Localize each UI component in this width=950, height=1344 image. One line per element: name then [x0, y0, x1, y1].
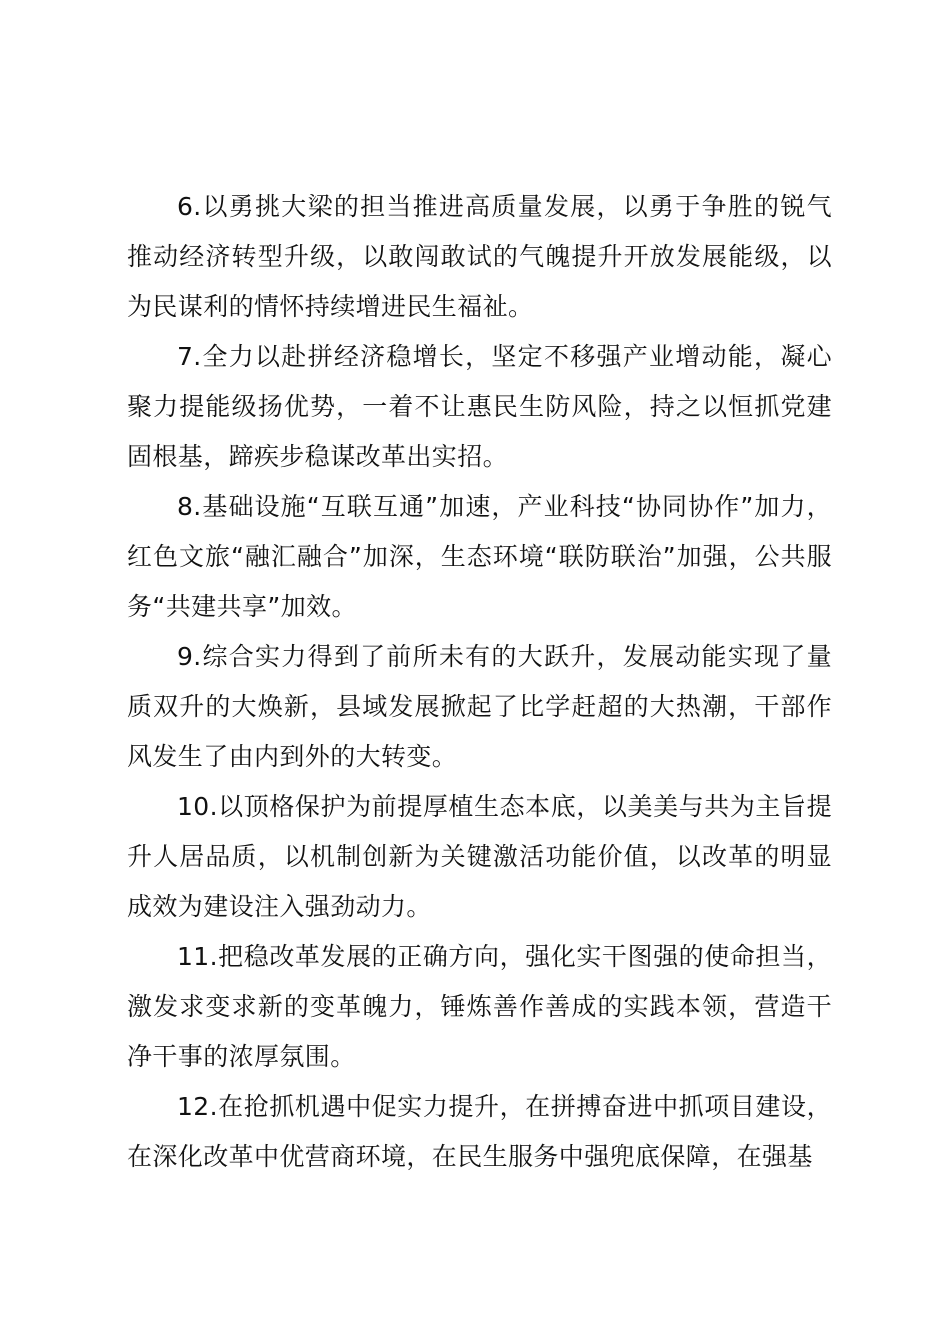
paragraph-12: 12.在抢抓机遇中促实力提升，在拼搏奋进中抓项目建设，在深化改革中优营商环境，在民生服务中强兜底保障，在强基 [127, 1092, 832, 1171]
paragraph-10: 10.以顶格保护为前提厚植生态本底，以美美与共为主旨提升人居品质，以机制创新为关键激活功能价值，以改革的明显成效为建设注入强劲动力。 [127, 792, 832, 921]
paragraph-11: 11.把稳改革发展的正确方向，强化实干图强的使命担当，激发求变求新的变革魄力，锤炼善作善成的实践本领，营造干净干事的浓厚氛围。 [127, 942, 832, 1071]
paragraph-8: 8.基础设施“互联互通”加速，产业科技“协同协作”加力，红色文旅“融汇融合”加深，生态环境“联防联治”加强，公共服务“共建共享”加效。 [127, 492, 832, 621]
paragraph-7: 7.全力以赴拼经济稳增长，坚定不移强产业增动能，凝心聚力提能级扬优势，一着不让惠民生防风险，持之以恒抓党建固根基，蹄疾步稳谋改革出实招。 [127, 342, 832, 471]
paragraph-6: 6.以勇挑大梁的担当推进高质量发展，以勇于争胜的锐气推动经济转型升级，以敢闯敢试的气魄提升开放发展能级，以为民谋利的情怀持续增进民生福祉。 [127, 192, 832, 321]
document-body [127, 182, 832, 1182]
paragraph-9: 9.综合实力得到了前所未有的大跃升，发展动能实现了量质双升的大焕新，县域发展掀起了比学赶超的大热潮，干部作风发生了由内到外的大转变。 [127, 642, 832, 771]
